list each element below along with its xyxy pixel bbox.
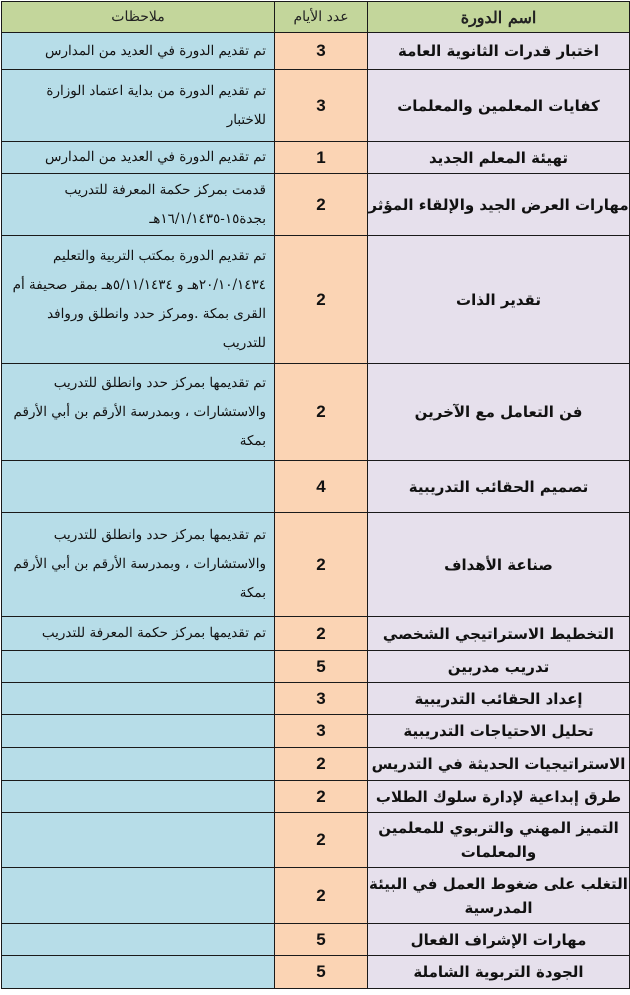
course-days: 2 <box>275 813 368 868</box>
header-notes: ملاحظات <box>2 2 275 33</box>
course-days: 5 <box>275 924 368 956</box>
course-name: تهيئة المعلم الجديد <box>368 142 630 174</box>
table-row <box>2 924 630 956</box>
course-notes: تم تقديم الدورة في العديد من المدارس <box>2 142 275 174</box>
header-row <box>2 2 630 33</box>
course-days: 3 <box>275 683 368 715</box>
course-notes: تم تقديم الدورة في العديد من المدارس <box>2 33 275 70</box>
course-days: 2 <box>275 174 368 236</box>
course-name: تقدير الذات <box>368 236 630 364</box>
course-notes <box>2 683 275 715</box>
course-days: 2 <box>275 513 368 617</box>
table-row <box>2 617 630 651</box>
course-name: الاستراتيجيات الحديثة في التدريس <box>368 748 630 781</box>
course-name: إعداد الحقائب التدريبية <box>368 683 630 715</box>
course-days: 3 <box>275 715 368 748</box>
course-notes <box>2 748 275 781</box>
course-days: 3 <box>275 33 368 70</box>
course-notes: تم تقديمها بمركز حدد وانطلق للتدريب والاستشارات ، وبمدرسة الأرقم بن أبي الأرقم بمكة <box>2 513 275 617</box>
table-row <box>2 781 630 813</box>
course-days: 2 <box>275 748 368 781</box>
course-notes <box>2 868 275 924</box>
course-name: التغلب على ضغوط العمل في البيئة المدرسية <box>368 868 630 924</box>
table-row <box>2 956 630 989</box>
course-notes: تم تقديمها بمركز حدد وانطلق للتدريب والاستشارات ، وبمدرسة الأرقم بن أبي الأرقم بمكة <box>2 364 275 461</box>
course-notes <box>2 781 275 813</box>
course-name: صناعة الأهداف <box>368 513 630 617</box>
courses-table <box>1 1 630 989</box>
course-days: 2 <box>275 364 368 461</box>
course-name: تدريب مدربين <box>368 651 630 683</box>
course-name: مهارات العرض الجيد والإلقاء المؤثر <box>368 174 630 236</box>
course-name: فن التعامل مع الآخرين <box>368 364 630 461</box>
header-course-name: اسم الدورة <box>368 2 630 33</box>
course-days: 3 <box>275 70 368 142</box>
course-days: 2 <box>275 617 368 651</box>
course-name: مهارات الإشراف الفعال <box>368 924 630 956</box>
course-name: الجودة التربوية الشاملة <box>368 956 630 989</box>
course-notes: تم تقديمها بمركز حكمة المعرفة للتدريب <box>2 617 275 651</box>
course-days: 1 <box>275 142 368 174</box>
course-name: تصميم الحقائب التدريبية <box>368 461 630 513</box>
table-row <box>2 813 630 868</box>
course-days: 5 <box>275 956 368 989</box>
table-row <box>2 715 630 748</box>
course-days: 2 <box>275 868 368 924</box>
course-notes: تم تقديم الدورة بمكتب التربية والتعليم ٢٠/١٠/١٤٣٤هـ و ٥/١١/١٤٣٤هـ بمقر صحيفة أم القرى بمكة .ومركز حدد وانطلق وروافد للتدريب <box>2 236 275 364</box>
table-row <box>2 868 630 924</box>
table-row <box>2 364 630 461</box>
course-notes <box>2 715 275 748</box>
header-days: عدد الأيام <box>275 2 368 33</box>
course-name: التخطيط الاستراتيجي الشخصي <box>368 617 630 651</box>
course-name: تحليل الاحتياجات التدريبية <box>368 715 630 748</box>
course-notes: تم تقديم الدورة من بداية اعتماد الوزارة للاختبار <box>2 70 275 142</box>
course-days: 5 <box>275 651 368 683</box>
course-notes <box>2 461 275 513</box>
course-days: 2 <box>275 781 368 813</box>
course-name: اختبار قدرات الثانوية العامة <box>368 33 630 70</box>
course-notes <box>2 924 275 956</box>
course-notes <box>2 956 275 989</box>
course-days: 2 <box>275 236 368 364</box>
table-row <box>2 33 630 70</box>
table-row <box>2 236 630 364</box>
course-name: كفايات المعلمين والمعلمات <box>368 70 630 142</box>
table-row <box>2 651 630 683</box>
table-row <box>2 70 630 142</box>
table-row <box>2 748 630 781</box>
table-row <box>2 461 630 513</box>
table-row <box>2 683 630 715</box>
table-row <box>2 174 630 236</box>
table-row <box>2 142 630 174</box>
course-notes: قدمت بمركز حكمة المعرفة للتدريب بجدة١٥-١٦/١/١٤٣٥هـ <box>2 174 275 236</box>
course-name: طرق إبداعية لإدارة سلوك الطلاب <box>368 781 630 813</box>
course-notes <box>2 813 275 868</box>
table-row <box>2 513 630 617</box>
course-days: 4 <box>275 461 368 513</box>
course-name: التميز المهني والتربوي للمعلمين والمعلمات <box>368 813 630 868</box>
course-notes <box>2 651 275 683</box>
